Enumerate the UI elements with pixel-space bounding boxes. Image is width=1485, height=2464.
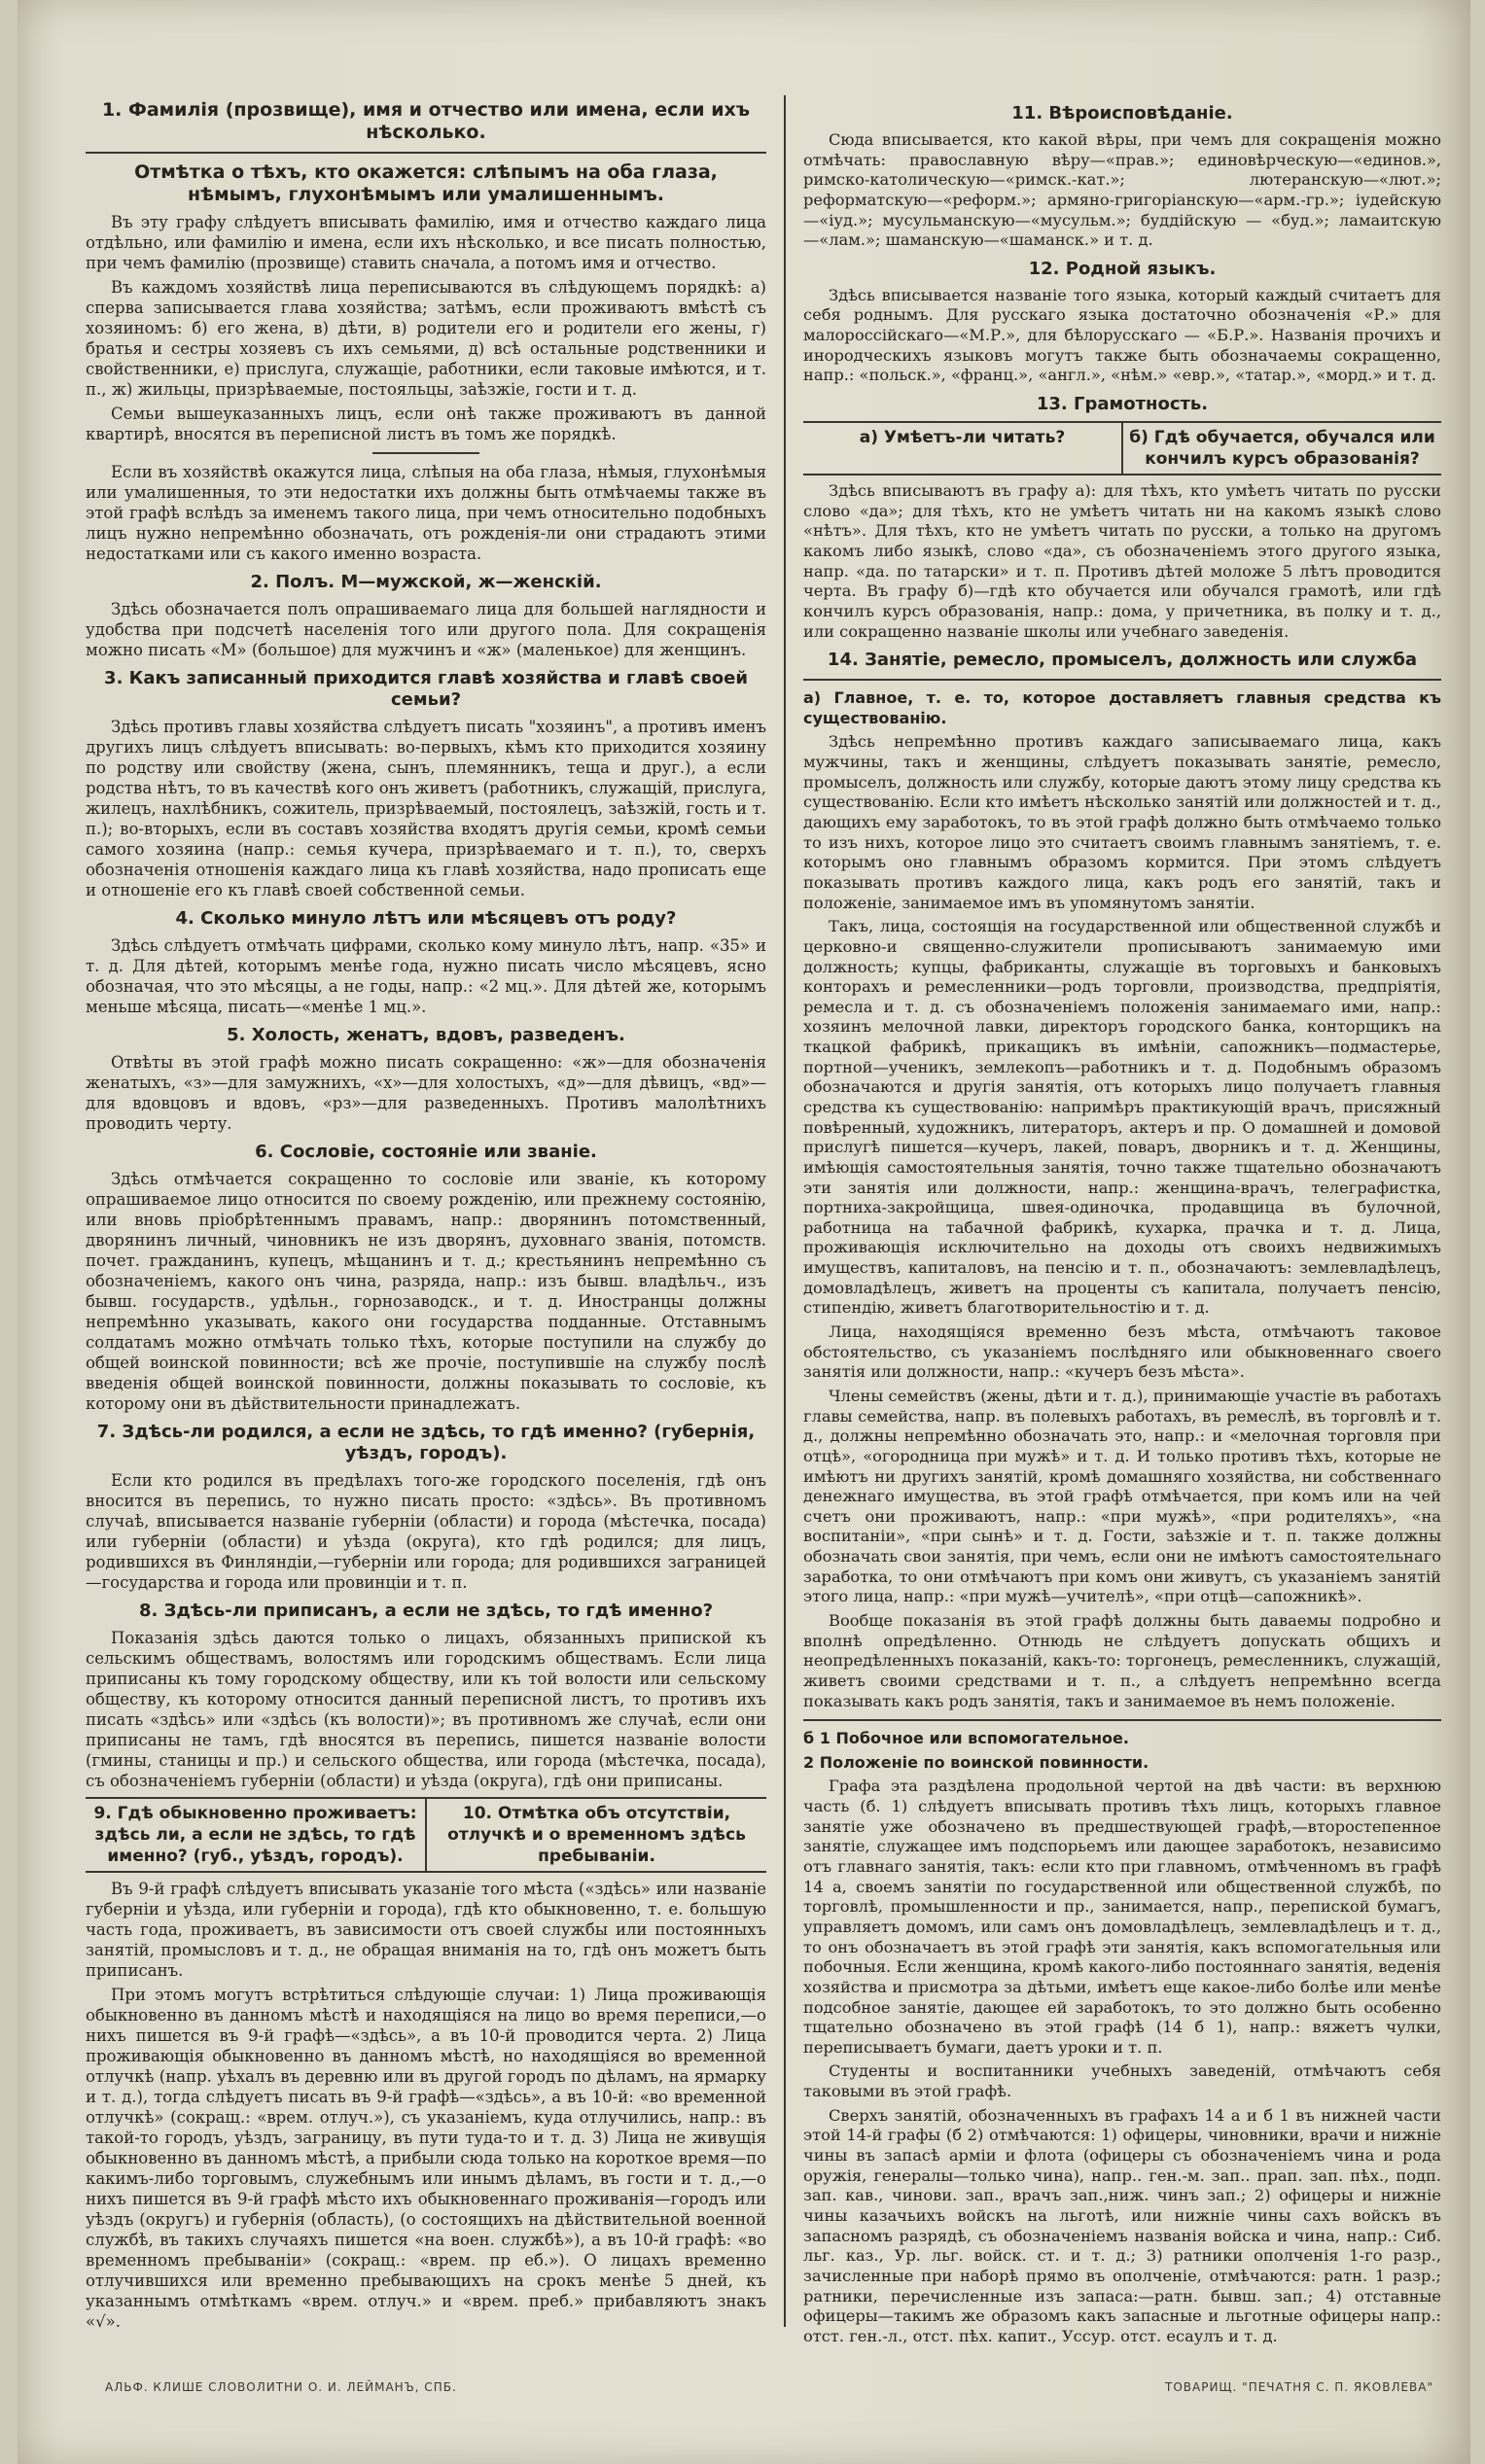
footer-printer-left: АЛЬФ. КЛИШЕ СЛОВОЛИТНИ О. И. ЛЕЙМАНЪ, СПБ.	[105, 2380, 457, 2394]
paragraph: Вообще показанія въ этой графѣ должны быть даваемы подробно и вполнѣ опредѣленно. Отнюдь не слѣдуетъ допускать общихъ и неопредѣленныхъ показаній, какъ-то: торгонецъ, ремесленникъ, служащій, живетъ своими средствами и т. п., а слѣдуетъ непремѣнно всегда показывать какъ родъ занятія, такъ и занимаемое въ немъ положеніе.	[803, 1611, 1441, 1710]
section-7-title: 7. Здѣсь-ли родился, а если не здѣсь, то гдѣ именно? (губернія, уѣздъ, городъ).	[96, 1422, 756, 1463]
paragraph: Въ 9-й графѣ слѣдуетъ вписывать указаніе того мѣста («здѣсь» или названіе губерніи и уѣзда, или губерніи и города), гдѣ кто обыкновенно, т. е. большую часть года, проживаетъ, въ зависимости отъ своей службы или постоянныхъ занятій, промысловъ и т. д., не обращая вниманія на то, гдѣ онъ можетъ быть приписанъ.	[86, 1880, 766, 1980]
footer-printer-right: ТОВАРИЩ. "ПЕЧАТНЯ С. П. ЯКОВЛЕВА"	[1165, 2380, 1434, 2394]
section-9-title: 9. Гдѣ обыкновенно проживаетъ: здѣсь ли, а если не здѣсь, то гдѣ именно? (губ., уѣздъ, городъ).	[93, 1804, 417, 1866]
divider	[803, 679, 1441, 681]
left-column	[86, 95, 766, 2336]
section-11-title: 11. Вѣроисповѣданіе.	[1011, 103, 1233, 123]
right-column	[803, 95, 1441, 2350]
section-8-title: 8. Здѣсь-ли приписанъ, а если не здѣсь, то гдѣ именно?	[138, 1601, 714, 1621]
paragraph: Члены семействъ (жены, дѣти и т. д.), принимающіе участіе въ работахъ главы семейства, напр. въ полевыхъ работахъ, въ ремеслѣ, въ торговлѣ и т. д., должны непремѣнно обозначать это, напр.: и «мелочная торговля при отцѣ», «огородница при мужѣ» и т. д. И только противъ тѣхъ, которые не имѣютъ ни другихъ занятій, кромѣ домашняго хозяйства, ни собственнаго денежнаго имущества, въ этой графѣ отмѣчается, при комъ или на чей счетъ они проживаютъ, напр.: «при мужѣ», «при родителяхъ», «на воспитаніи», «при сынѣ» и т. д. Гости, заѣзжіе и т. п. также должны обозначать свои занятія, при чемъ, если они не имѣютъ самостоятельнаго заработка, то они отмѣчаютъ при комъ они живутъ, съ указаніемъ занятій этого лица, напр.: «при мужѣ—учителѣ», «при отцѣ—сапожникѣ».	[803, 1386, 1441, 1606]
paragraph: При этомъ могутъ встрѣтиться слѣдующіе случаи: 1) Лица проживающія обыкновенно въ данномъ мѣстѣ и находящіяся на лицо во время переписи,—о нихъ пишется въ 9-й графѣ—«здѣсь», а въ 10-й проводится черта. 2) Лица проживающія обыкновенно въ данномъ мѣстѣ, но находящіяся во временной отлучкѣ (напр. уѣхалъ въ деревню или въ другой городъ по дѣламъ, на ярмарку и т. д.), тогда слѣдуетъ писать въ 9-й графѣ—«здѣсь», а въ 10-й: «во временной отлучкѣ» (сокращ.: «врем. отлуч.»), съ указаніемъ, куда отлучились, напр.: въ такой-то городъ, уѣздъ, заграницу, въ пути туда-то и т. д. 3) Лица не живущія обыкновенно въ данномъ мѣстѣ, а прибыли сюда только на короткое время—по какимъ-либо торговымъ, служебнымъ или инымъ дѣламъ, въ гости и т. д.,—о нихъ пишется въ 9-й графѣ мѣсто ихъ обыкновеннаго проживанія—городъ или уѣздъ (округъ) и губернія (область), (о состоящихъ на дѣйствительной военной службѣ, въ такихъ случаяхъ пишется «на воен. службѣ»), а въ 10-й графѣ: «во временномъ пребываніи» (сокращ.: «врем. пр еб.»). О лицахъ временно отлучившихся или временно пребывающихъ на срокъ менѣе 5 дней, къ указаннымъ отмѣткамъ «врем. отлуч.» и «врем. преб.» прибавляютъ знакъ «√».	[86, 1986, 766, 2331]
paragraph: Лица, находящіяся временно безъ мѣста, отмѣчаютъ таковое обстоятельство, съ указаніемъ послѣдняго или обыкновеннаго своего занятія или должности, напр.: «кучеръ безъ мѣста».	[803, 1322, 1441, 1382]
section-13b-title: б) Гдѣ обучается, обучался или кончилъ курсъ образованія?	[1121, 423, 1441, 474]
sections-9-10-header	[86, 1797, 766, 1873]
section-2-title: 2. Полъ. М—мужской, ж—женскій.	[250, 572, 602, 592]
paragraph: Здѣсь обозначается полъ опрашиваемаго лица для большей наглядности и удобства при подсчетѣ населенія того или другого пола. Для сокращенія можно писать «М» (большое) для мужчинъ и «ж» (маленькое) для женщинъ.	[86, 600, 766, 659]
section-5-title: 5. Холость, женатъ, вдовъ, разведенъ.	[227, 1025, 625, 1045]
paragraph: Семьи вышеуказанныхъ лицъ, если онѣ также проживаютъ въ данной квартирѣ, вносятся въ переписной листъ въ томъ же порядкѣ.	[86, 405, 766, 443]
section-14a-subtitle: а) Главное, т. е. то, которое доставляетъ главныя средства къ существованію.	[803, 688, 1441, 727]
paragraph: Здѣсь отмѣчается сокращенно то сословіе или званіе, къ которому опрашиваемое лицо относится по своему рожденію, или прежнему состоянію, или вновь пріобрѣтеннымъ правамъ, напр.: дворянинъ потомственный, дворянинъ личный, чиновникъ не изъ дворянъ, духовнаго званія, потомств. почет. гражданинъ, купецъ, мѣщанинъ и т. д.; крестьянинъ непремѣнно съ обозначеніемъ, какого онъ чина, разряда, напр.: изъ бывш. владѣльч., изъ бывш. государств., удѣльн., горнозаводск., и т. д. Иностранцы должны непремѣнно указывать, какого они государства подданные. Отставнымъ солдатамъ можно отмѣчать только тѣхъ, которые поступили на службу до общей воинской повинности; всѣ же прочіе, поступившіе на службу послѣ введенія общей воинской повинности, должны показывать то сословіе, къ которому они въ дѣйствительности принадлежатъ.	[86, 1170, 766, 1413]
paragraph: Здѣсь вписывается названіе того языка, который каждый считаетъ для себя роднымъ. Для русскаго языка достаточно обозначенія «Р.» для малороссійскаго—«М.Р.», для бѣлорусскаго — «Б.Р.». Названія прочихъ и инородческихъ языковъ могутъ также быть обозначаемы сокращенно, напр.: «польск.», «франц.», «англ.», «нѣм.» «евр.», «татар.», «морд.» и т. д.	[803, 285, 1441, 385]
paragraph: Графа эта раздѣлена продольной чертой на двѣ части: въ верхнюю часть (б. 1) слѣдуетъ вписывать противъ тѣхъ лицъ, которыхъ главное занятіе уже обозначено въ предшествующей графѣ,—второстепенное занятіе, служащее имъ подспорьемъ или дающее заработокъ, независимо отъ главнаго занятія, такъ: если кто при главномъ, отмѣченномъ въ графѣ 14 а, своемъ занятіи по государственной или общественной службѣ, по торговлѣ, промышленности и пр., занимается, напр., перепиской бумагъ, управляетъ домомъ, или самъ онъ домовладѣлецъ, землевладѣлецъ и т. д., то онъ обозначаетъ въ этой графѣ эти занятія, какъ вспомогательныя или побочныя. Если женщина, кромѣ какого-либо постояннаго занятія, веденія хозяйства и присмотра за дѣтьми, имѣетъ еще какое-либо болѣе или менѣе подсобное занятіе, дающее ей заработокъ, то это должно быть особенно тщательно обозначено въ этой графѣ (14 б 1), напр.: вяжетъ чулки, переписываетъ бумаги, даетъ уроки и т. п.	[803, 1777, 1441, 2057]
paragraph: Въ каждомъ хозяйствѣ лица переписываются въ слѣдующемъ порядкѣ: а) сперва записывается глава хозяйства; затѣмъ, если проживаютъ вмѣстѣ съ хозяиномъ: б) его жена, в) дѣти, в) родители его и родители его жены, г) братья и сестры хозяевъ съ ихъ семьями, д) всѣ остальные родственники и свойственники, е) прислуга, служащіе, работники, если таковые имѣются, и т. п., ж) жильцы, призрѣваемые, постояльцы, заѣзжіе, гости и т. д.	[86, 278, 766, 399]
paragraph: Сюда вписывается, кто какой вѣры, при чемъ для сокращенія можно отмѣчать: православную вѣру—«прав.»; единовѣрческую—«единов.», римско-католическую—«римск.-кат.»; лютеранскую—«лют.»; реформатскую—«реформ.»; армяно-григоріанскую—«арм.-гр.»; іудейскую—«іуд.»; мусульманскую—«мусульм.»; буддійскую — «буд.»; ламаитскую—«лам.»; шаманскую—«шаманск.» и т. д.	[803, 130, 1441, 250]
census-instructions-page	[18, 0, 1470, 2464]
paragraph: Въ эту графу слѣдуетъ вписывать фамилію, имя и отчество каждаго лица отдѣльно, или фамилію и имена, если ихъ нѣсколько, и все писать полностью, при чемъ фамилію (прозвище) ставить сначала, а потомъ имя и отчество.	[86, 213, 766, 272]
section-12-title: 12. Родной языкъ.	[1028, 258, 1217, 279]
section-10-title: 10. Отмѣтка объ отсутствіи, отлучкѣ и о временномъ здѣсь пребываніи.	[425, 1799, 766, 1871]
section-13-subheader	[803, 421, 1441, 475]
paragraph: Здѣсь вписываютъ въ графу а): для тѣхъ, кто умѣетъ читать по русски слово «да»; для тѣхъ, кто не умѣетъ читать ни на какомъ языкѣ слово «нѣтъ». Для тѣхъ, кто не умѣетъ читать по русски, а только на другомъ какомъ либо языкѣ, слово «да», съ обозначеніемъ этого другого языка, напр. «да. по татарски» и т. п. Противъ дѣтей моложе 5 лѣтъ проводится черта. Въ графу б)—гдѣ кто обучается или обучался грамотѣ, или гдѣ кончилъ курсъ образованія, напр.: дома, у причетника, въ полку и т. д., или сокращенно названіе школы или учебнаго заведенія.	[803, 481, 1441, 641]
section-13a-title: а) Умѣетъ-ли читать?	[859, 428, 1066, 448]
section-14b2-subtitle: 2 Положеніе по воинской повинности.	[803, 1752, 1149, 1772]
section-14b1-subtitle: б 1 Побочное или вспомогательное.	[803, 1729, 1129, 1748]
column-divider	[784, 95, 786, 2327]
paragraph: Здѣсь слѣдуетъ отмѣчать цифрами, сколько кому минуло лѣтъ, напр. «35» и т. д. Для дѣтей, которымъ менѣе года, нужно писать число мѣсяцевъ, ясно обозначая, что это мѣсяцы, а не годы, напр.: «2 мц.». Для дѣтей же, которымъ меньше мѣсяца, писать—«менѣе 1 мц.».	[86, 936, 766, 1016]
section-6-title: 6. Сословіе, состояніе или званіе.	[255, 1142, 597, 1162]
paragraph: Здѣсь непремѣнно противъ каждаго записываемаго лица, какъ мужчины, такъ и женщины, слѣдуетъ показывать занятіе, ремесло, промыселъ, должность или службу, которые даютъ этому лицу средства къ существованію. Если кто имѣетъ нѣсколько занятій или должностей и т. д., дающихъ ему заработокъ, то въ этой графѣ должно быть отмѣчаемо только то изъ нихъ, которое лицо это считаетъ своимъ главнымъ занятіемъ, т. е. которымъ оно главнымъ образомъ кормится. При этомъ слѣдуетъ показывать противъ каждого лица, какъ родъ его занятій, такъ и положеніе, занимаемое имъ въ упомянутомъ занятіи.	[803, 732, 1441, 912]
paragraph: Здѣсь противъ главы хозяйства слѣдуетъ писать "хозяинъ", а противъ именъ другихъ лицъ слѣдуетъ вписывать: во-первыхъ, кѣмъ кто приходится хозяину по родству или свойству (жена, сынъ, племянникъ, теща и друг.), а если родства нѣтъ, то въ качествѣ кого онъ живетъ (работникъ, служащій, прислуга, жилецъ, нахлѣбникъ, сожитель, призрѣваемый, постоялецъ, заѣзжій, гость и т. п.); во-вторыхъ, если въ составъ хозяйства входятъ другія семьи, кромѣ семьи самого хозяина (напр.: семья кучера, призрѣваемаго и т. п.), то, сверхъ обозначенія отношенія каждаго лица къ главѣ хозяйства, надо прописать еще и отношеніе его къ главѣ своей собственной семьи.	[86, 718, 766, 899]
section-4-title: 4. Сколько минуло лѣтъ или мѣсяцевъ отъ роду?	[175, 908, 677, 929]
paragraph: Студенты и воспитанники учебныхъ заведеній, отмѣчаютъ себя таковыми въ этой графѣ.	[803, 2061, 1441, 2101]
section-1-title: 1. Фамилія (прозвище), имя и отчество или имена, если ихъ нѣсколько.	[101, 99, 751, 143]
section-14-title: 14. Занятіе, ремесло, промыселъ, должность или служба	[827, 650, 1418, 671]
section-13-title: 13. Грамотность.	[1036, 394, 1209, 415]
section-1-subtitle: Отмѣтка о тѣхъ, кто окажется: слѣпымъ на оба глаза, нѣмымъ, глухонѣмымъ или умалишеннымъ.	[134, 161, 718, 205]
section-3-title: 3. Какъ записанный приходится главѣ хозяйства и главѣ своей семьи?	[104, 668, 748, 710]
paragraph: Если кто родился въ предѣлахъ того-же городского поселенія, гдѣ онъ вносится въ перепись, то нужно писать просто: «здѣсь». Въ противномъ случаѣ, вписывается названіе губерніи (области) и города (мѣстечка, посада) или губерніи (области) и уѣзда (округа), кто гдѣ родился; для лицъ, родившихся въ Финляндіи,—губерніи или города; для родившихся заграницей—государства и города или провинціи и т. п.	[86, 1471, 766, 1592]
divider	[803, 1719, 1441, 1721]
paragraph: Такъ, лица, состоящія на государственной или общественной службѣ и церковно-и священно-служители прописываютъ занимаемую ими должность; купцы, фабриканты, служащіе въ торговыхъ и банковыхъ конторахъ и ремесленники—родъ торговли, производства, предпріятія, ремесла и т. д. съ обозначеніемъ положенія занимаемаго ими, напр.: хозяинъ мелочной лавки, директоръ городского банка, конторщикъ на ткацкой фабрикѣ, прикащикъ въ имѣніи, сапожникъ—подмастерье, портной—ученикъ, землекопъ—работникъ и т. д. Подобнымъ образомъ обозначаются и другія занятія, отъ которыхъ лицо получаетъ главныя средства къ существованію: напримѣръ практикующій врачъ, присяжный повѣренный, художникъ, литераторъ, актеръ и пр. О домашней и домовой прислугѣ пишется—кучеръ, лакей, поваръ, дворникъ и т. д. Женщины, имѣющія самостоятельныя занятія, точно также тщательно обозначаютъ эти занятія или должности, напр.: женщина-врачъ, телеграфистка, портниха-закройщица, швея-одиночка, продавщица въ булочной, работница на табачной фабрикѣ, кухарка, прачка и т. д. Лица, проживающія исключительно на доходы отъ своихъ недвижимыхъ имуществъ, капиталовъ, на пенсію и т. п., обозначаютъ: землевладѣлецъ, домовладѣлецъ, живетъ на проценты съ капитала, получаетъ пенсію, стипендію, живетъ благотворительностію и т. д.	[803, 917, 1441, 1318]
divider	[86, 152, 766, 154]
paragraph: Если въ хозяйствѣ окажутся лица, слѣпыя на оба глаза, нѣмыя, глухонѣмыя или умалишенныя, то эти недостатки ихъ должны быть отмѣчаемы также въ этой графѣ вслѣдъ за именемъ такого лица, при чемъ относительно подобныхъ лицъ нужно непремѣнно обозначать, отъ рожденія-ли они страдаютъ этими недостатками или съ какого именно возраста.	[86, 463, 766, 563]
paragraph: Сверхъ занятій, обозначенныхъ въ графахъ 14 а и б 1 въ нижней части этой 14-й графы (б 2) отмѣчаются: 1) офицеры, чиновники, врачи и нижніе чины въ запасѣ арміи и флота (офицеры съ обозначеніемъ чина и рода оружія, генералы—только чина), напр.. ген.-м. зап.. прап. зап. пѣх., подп. зап. кав., чинови. зап., врачъ зап.,ниж. чинъ зап.; 2) офицеры и нижніе чины казачьихъ войскъ на льготѣ, или нижніе чины сахъ войскъ въ запасномъ разрядѣ, съ обозначеніемъ названія войска и чина, напр.: Сиб. льг. каз., Ур. льг. войск. ст. и т. д.; 3) ратники ополченія 1-го разр., зачисленные при наборѣ прямо въ ополченіе, отмѣчаются: ратн. 1 разр.; ратники, перечисленные изъ запаса:—ратн. бывш. зап.; 4) отставные офицеры—такимъ же образомъ какъ запасные и льготные офицеры напр.: отст. ген.-л., отст. пѣх. капит., Уссур. отст. есаулъ и т. д.	[803, 2105, 1441, 2345]
paragraph: Отвѣты въ этой графѣ можно писать сокращенно: «ж»—для обозначенія женатыхъ, «з»—для замужнихъ, «х»—для холостыхъ, «д»—для дѣвицъ, «вд»—для вдовцовъ и вдовъ, «рз»—для разведенныхъ. Противъ малолѣтнихъ проводить черту.	[86, 1053, 766, 1133]
paragraph: Показанія здѣсь даются только о лицахъ, обязанныхъ припиской къ сельскимъ обществамъ, волостямъ или городскимъ обществамъ. Если лица приписаны къ тому городскому обществу, или къ той волости или сельскому обществу, къ которому относится данный переписной листъ, то противъ ихъ писать «здѣсь» или «здѣсь (къ волости)»; въ противномъ же случаѣ, если они приписаны не тамъ, гдѣ вносятся въ перепись, пишется названіе волости (гмины, станицы и пр.) и сельского общества, или города (мѣстечка, посада), съ обозначеніемъ губерніи (области) и уѣзда (округа), гдѣ они приписаны.	[86, 1629, 766, 1790]
short-divider	[372, 452, 479, 454]
